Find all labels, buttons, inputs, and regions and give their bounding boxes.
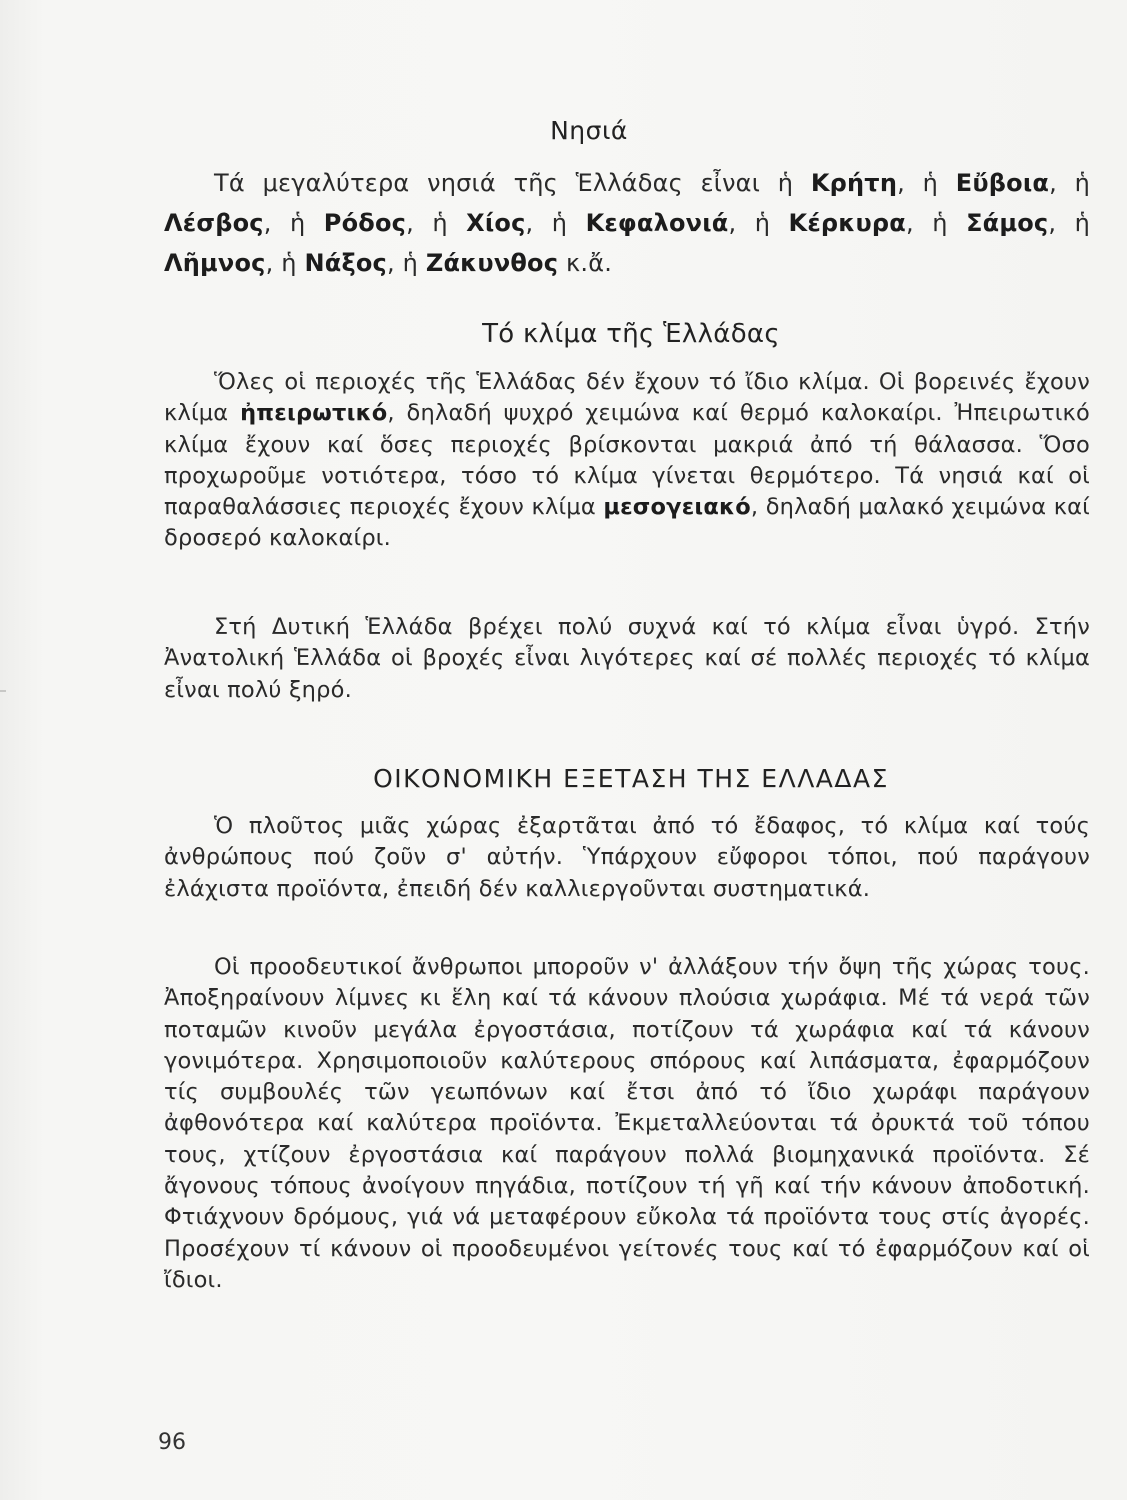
island-kerkyra: Κέρκυρα	[788, 209, 906, 237]
island-limnos: Λῆμνος	[164, 249, 266, 277]
heading-climate: Τό κλίμα τῆς Ἑλλάδας	[482, 319, 780, 349]
island-zakynthos: Ζάκυνθος	[425, 249, 559, 277]
paragraph-progressive-people: Οἱ προοδευτικοί ἄνθρωποι μποροῦν ν' ἀλλάξουν τήν ὄψη τῆς χώρας τους. Ἀποξηραίνουν λίμνες κι ἕλη καί τά κάνουν πλούσια χωράφια. Μέ τά νερά τῶν ποταμῶν κινοῦν μεγάλα ἐργοστάσια, ποτίζουν τά χωράφια καί τά κάνουν γονιμότερα. Χρησιμοποιοῦν καλύτερους σπόρους καί λιπάσματα, ἐφαρμόζουν τίς συμβουλές τῶν γεωπόνων καί ἔτσι ἀπό τό ἴδιο χωράφι παράγουν ἀφθονότερα καί καλύτερα προϊόντα. Ἐκμεταλλεύονται τά ὀρυκτά τοῦ τόπου τους, χτίζουν ἐργοστάσια καί παράγουν πολλά βιομηχανικά προϊόντα. Σέ ἄγονους τόπους ἀνοίγουν πηγάδια, ποτίζουν τή γῆ καί τήν κάνουν ἀποδοτική. Φτιάχνουν δρόμους, γιά νά μεταφέρουν εὔκολα τά προϊόντα τους στίς ἀγορές. Προσέχουν τί κάνουν οἱ προοδευμένοι γείτονές τους καί τό ἐφαρμόζουν καί οἱ ἴδιοι.	[164, 954, 1090, 1293]
heading-islands: Νησιά	[550, 116, 628, 145]
island-naxos: Νάξος	[304, 249, 387, 277]
paragraph-wealth: Ὁ πλοῦτος μιᾶς χώρας ἐξαρτᾶται ἀπό τό ἔδαφος, τό κλίμα καί τούς ἀνθρώπους πού ζοῦν σ' αὐτήν. Ὑπάρχουν εὔφοροι τόποι, πού παράγουν ἐλάχιστα προϊόντα, ἐπειδή δέν καλλιεργοῦνται συστηματικά.	[164, 813, 1090, 902]
paragraph-climate-types: Ὅλες οἱ περιοχές τῆς Ἑλλάδας δέν ἔχουν τό ἴδιο κλίμα. Οἱ βορεινές ἔχουν κλίμα ἠπειρωτικό, δηλαδή ψυχρό χειμώνα καί θερμό καλοκαίρι. Ἠπειρωτικό κλίμα ἔχουν καί ὅσες περιοχές βρίσκονται μακριά ἀπό τή θάλασσα. Ὅσο προχωροῦμε νοτιότερα, τόσο τό κλίμα γίνεται θερμότερο. Τά νησιά καί οἱ παραθαλάσσιες περιοχές ἔχουν κλίμα μεσογειακό, δηλαδή μαλακό χειμώνα καί δροσερό καλοκαίρι.	[164, 369, 1090, 552]
term-continental: ἠπειρωτικό	[240, 400, 388, 427]
island-samos: Σάμος	[966, 209, 1049, 237]
island-chios: Χίος	[466, 209, 526, 237]
island-lesvos: Λέσβος	[164, 209, 264, 237]
island-rhodes: Ρόδος	[323, 209, 407, 237]
term-mediterranean: μεσογειακό	[603, 494, 751, 521]
paragraph-islands: Τά μεγαλύτερα νησιά τῆς Ἑλλάδας εἶναι ἡ Κρήτη, ἡ Εὔβοια, ἡ Λέσβος, ἡ Ρόδος, ἡ Χίος, ἡ Κεφαλονιά, ἡ Κέρκυρα, ἡ Σάμος, ἡ Λῆμνος, ἡ Νάξος, ἡ Ζάκυνθος κ.ἄ.	[164, 169, 1090, 277]
heading-economy: ΟΙΚΟΝΟΜΙΚΗ ΕΞΕΤΑΣΗ ΤΗΣ ΕΛΛΑΔΑΣ	[373, 764, 889, 793]
margin-mark	[0, 690, 6, 692]
island-crete: Κρήτη	[810, 169, 898, 197]
page-number: 96	[158, 1430, 186, 1455]
paragraph-rainfall: Στή Δυτική Ἑλλάδα βρέχει πολύ συχνά καί τό κλίμα εἶναι ὑγρό. Στήν Ἀνατολική Ἑλλάδα οἱ βροχές εἶναι λιγότερες καί σέ πολλές περιοχές τό κλίμα εἶναι πολύ ξηρό.	[164, 614, 1090, 703]
island-kefalonia: Κεφαλονιά	[585, 209, 729, 237]
island-euboea: Εὔβοια	[955, 169, 1050, 197]
